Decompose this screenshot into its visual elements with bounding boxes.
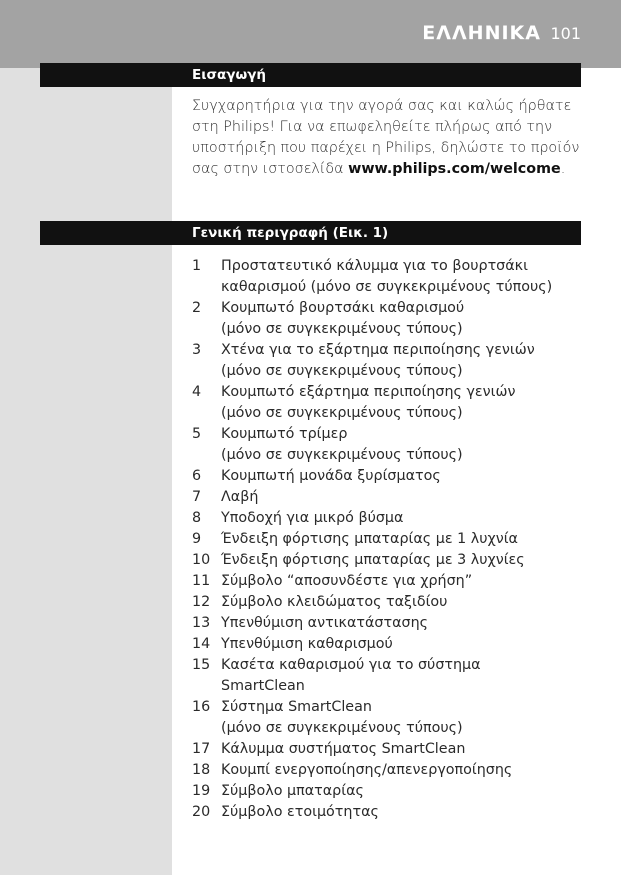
list-item-number: 1 xyxy=(192,258,202,274)
list-item-text xyxy=(221,781,592,802)
list-item-text xyxy=(221,592,592,613)
list-item-text xyxy=(221,508,592,529)
list-item xyxy=(192,256,592,298)
list-item-number: 16 xyxy=(192,699,211,715)
list-item-text xyxy=(221,802,592,823)
list-item xyxy=(192,634,592,655)
list-item-text xyxy=(221,466,592,487)
list-item-line: Κουμπωτή μονάδα ξυρίσματος xyxy=(221,468,441,484)
list-item-line: Σύμβολο κλειδώματος ταξιδίου xyxy=(221,594,448,610)
list-item-number: 15 xyxy=(192,657,211,673)
list-item xyxy=(192,424,592,466)
list-item xyxy=(192,655,592,697)
list-item-line: Κάλυμμα συστήματος SmartClean xyxy=(221,741,466,757)
list-item-line: (μόνο σε συγκεκριμένους τύπους) xyxy=(221,405,463,421)
list-item xyxy=(192,466,592,487)
list-item xyxy=(192,697,592,739)
list-item-line: (μόνο σε συγκεκριμένους τύπους) xyxy=(221,363,463,379)
list-item xyxy=(192,487,592,508)
list-item-number: 12 xyxy=(192,594,211,610)
list-item xyxy=(192,592,592,613)
list-item-number: 18 xyxy=(192,762,211,778)
list-item-text xyxy=(221,340,592,382)
list-item-line: Κουμπωτό βουρτσάκι καθαρισμού xyxy=(221,300,465,316)
list-item-line: Ένδειξη φόρτισης μπαταρίας με 3 λυχνίες xyxy=(221,552,525,568)
list-item-line: καθαρισμού (μόνο σε συγκεκριμένους τύπους) xyxy=(221,279,553,295)
list-item-line: Κουμπωτό τρίμερ xyxy=(221,426,348,442)
list-item-number: 5 xyxy=(192,426,202,442)
left-margin-column xyxy=(0,68,172,875)
list-item-line: Κουμπωτό εξάρτημα περιποίησης γενιών xyxy=(221,384,516,400)
list-item-number: 13 xyxy=(192,615,211,631)
list-item-line: Λαβή xyxy=(221,489,259,505)
list-item-line: Σύμβολο ετοιμότητας xyxy=(221,804,379,820)
list-item-text xyxy=(221,760,592,781)
intro-end: . xyxy=(560,161,566,177)
list-item-line: Χτένα για το εξάρτημα περιποίησης γενιών xyxy=(221,342,535,358)
intro-heading-text: Εισαγωγή xyxy=(192,67,267,83)
list-item-line: Σύμβολο “αποσυνδέστε για χρήση” xyxy=(221,573,473,589)
list-item-line: Κασέτα καθαρισμού για το σύστημα xyxy=(221,657,481,673)
intro-text: Συγχαρητήρια για την αγορά σας και καλώς ήρθατε στη Philips! Για να επωφεληθείτε πλήρως από την υποστήριξη που παρέχει η Philips, δηλώστε το προϊόν σας στην ιστοσελίδα xyxy=(192,98,580,177)
parts-list xyxy=(192,256,592,823)
list-item-number: 3 xyxy=(192,342,202,358)
list-item-line: Ένδειξη φόρτισης μπαταρίας με 1 λυχνία xyxy=(221,531,518,547)
list-item xyxy=(192,613,592,634)
list-item-number: 19 xyxy=(192,783,211,799)
list-item-text xyxy=(221,529,592,550)
list-item xyxy=(192,571,592,592)
list-item-line: (μόνο σε συγκεκριμένους τύπους) xyxy=(221,447,463,463)
list-item-text xyxy=(221,613,592,634)
list-item-line: Σύστημα SmartClean xyxy=(221,699,372,715)
list-item-text xyxy=(221,571,592,592)
section-heading-intro xyxy=(40,63,581,87)
list-item-line: Υπενθύμιση αντικατάστασης xyxy=(221,615,429,631)
list-item-number: 10 xyxy=(192,552,211,568)
list-item-number: 17 xyxy=(192,741,211,757)
list-item-text xyxy=(221,550,592,571)
list-item-number: 7 xyxy=(192,489,202,505)
language-title: ΕΛΛΗΝΙΚΑ xyxy=(422,22,541,44)
overview-heading-text: Γενική περιγραφή (Εικ. 1) xyxy=(192,225,389,241)
list-item-line: (μόνο σε συγκεκριμένους τύπους) xyxy=(221,321,463,337)
list-item xyxy=(192,550,592,571)
list-item-line: Υπενθύμιση καθαρισμού xyxy=(221,636,393,652)
list-item-number: 20 xyxy=(192,804,211,820)
list-item-line: Σύμβολο μπαταρίας xyxy=(221,783,364,799)
list-item-number: 2 xyxy=(192,300,202,316)
list-item xyxy=(192,760,592,781)
list-item xyxy=(192,739,592,760)
list-item-text xyxy=(221,634,592,655)
list-item xyxy=(192,508,592,529)
list-item-line: SmartClean xyxy=(221,678,305,694)
list-item-number: 9 xyxy=(192,531,202,547)
list-item xyxy=(192,340,592,382)
list-item-number: 8 xyxy=(192,510,202,526)
list-item-text xyxy=(221,424,592,466)
list-item-text xyxy=(221,739,592,760)
list-item-text xyxy=(221,697,592,739)
page-number: 101 xyxy=(550,24,581,43)
intro-paragraph xyxy=(192,96,587,180)
list-item-line: Κουμπί ενεργοποίησης/απενεργοποίησης xyxy=(221,762,513,778)
list-item-number: 11 xyxy=(192,573,211,589)
list-item-text xyxy=(221,487,592,508)
list-item-number: 14 xyxy=(192,636,211,652)
welcome-link[interactable]: www.philips.com/welcome xyxy=(348,161,561,177)
list-item xyxy=(192,529,592,550)
list-item-number: 6 xyxy=(192,468,202,484)
list-item xyxy=(192,298,592,340)
list-item xyxy=(192,382,592,424)
list-item-text xyxy=(221,256,592,298)
list-item-number: 4 xyxy=(192,384,202,400)
list-item-text xyxy=(221,298,592,340)
list-item-line: Υποδοχή για μικρό βύσμα xyxy=(221,510,404,526)
list-item-line: (μόνο σε συγκεκριμένους τύπους) xyxy=(221,720,463,736)
list-item-text xyxy=(221,655,592,697)
list-item xyxy=(192,802,592,823)
list-item xyxy=(192,781,592,802)
page-header-bar xyxy=(0,0,621,68)
list-item-text xyxy=(221,382,592,424)
section-heading-overview xyxy=(40,221,581,245)
list-item-line: Προστατευτικό κάλυμμα για το βουρτσάκι xyxy=(221,258,528,274)
